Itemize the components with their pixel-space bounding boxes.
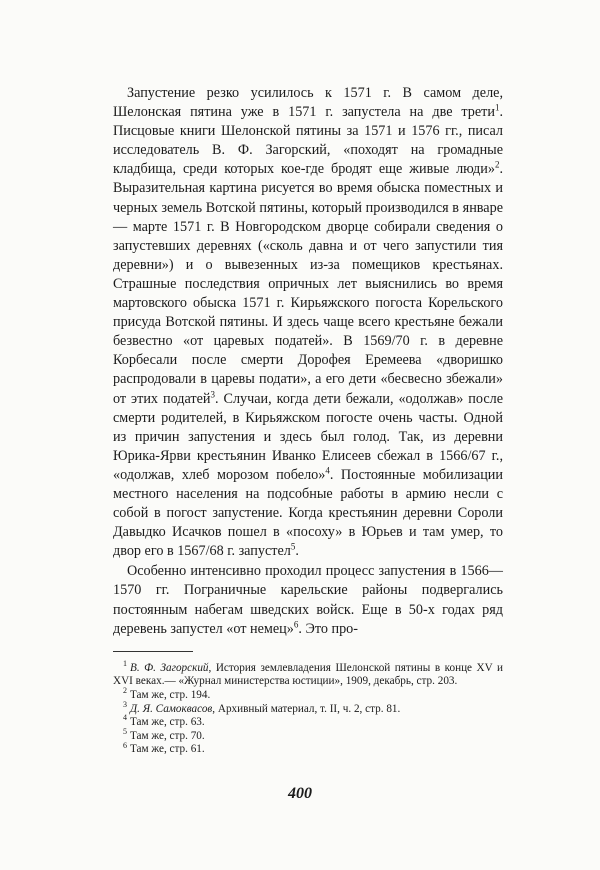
footnote-ref: 6 (293, 618, 299, 629)
text-run: . Постоянные мобилизации местного населения на подсобные работы в армию несли с собой в погост запустение. Когда крестьянин деревни Сороли Давыдко Исачков пошел в «посоху» в Юрьев и там умер, то двор его в 1567/68 г. запустел (113, 466, 503, 560)
page-number: 400 (288, 785, 312, 802)
footnote (113, 658, 503, 689)
book-page (113, 84, 503, 757)
footnote-ref: 2 (494, 159, 500, 170)
text-run: . Это про- (298, 620, 358, 637)
footnote (113, 726, 503, 744)
footnote-ref: 4 (325, 465, 330, 476)
text-run: . Писцовые книги Шелонской пятины за 1571 и 1576 гг., писал исследователь В. Ф. Загорский, «походят на громадные кладбища, среди которых кое-где бродят еще живые люди» (113, 104, 503, 178)
footnote-text: Там же, стр. 63. (130, 716, 205, 729)
footnote (113, 740, 503, 757)
text-run: Запустение резко усилилось к 1571 г. В самом деле, Шелонская пятина уже в 1571 г. запустела на две трети (113, 85, 503, 121)
footnote-number: 5 (123, 726, 127, 736)
footnote-number: 4 (123, 713, 127, 723)
body-text (113, 84, 503, 639)
footnote-author: Д. Я. Самоквасов (130, 702, 213, 715)
footnote-ref: 3 (210, 388, 215, 399)
footnote (113, 713, 503, 730)
text-run: . (295, 543, 299, 560)
footnote-number: 1 (123, 658, 127, 668)
footnotes (113, 658, 503, 757)
text-run: . Выразительная картина рисуется во время обыска поместных и черных земель Вотской пятины, который производился в январе — марте 1571 г. В Новгородском дворце собирали сведения о запустевших деревнях («сколь давна и от чего запустили тия деревни») и о вывезенных из-за помещиков крестьянах. Страшные последствия опричных лет выяснились во время мартовского обыска 1571 г. Кирьяжского погоста Корельского присуда Вотской пятины. И здесь чаще всего крестьяне бежали безвестно «от царевых податей». В 1569/70 г. в деревне Корбесали после смерти Дорофея Еремеева «дворишко распродовали в царевы подати», а его дети «бесвесно збежали» от этих податей (113, 161, 503, 407)
footnote-number: 2 (123, 686, 127, 696)
text-run: Особенно интенсивно проходил процесс запустения в 1566—1570 гг. Пограничные карельские районы подвергались постоянным набегам шведских войск. Еще в 50-х годах ряд деревень запустел «от немец» (113, 563, 503, 637)
footnote-text: , История землевладения Шелонской пятины в конце XV и XVI веках.— «Журнал министерства юстиции», 1909, декабрь, стр. 203. (113, 661, 503, 688)
footnote-text: Там же, стр. 194. (130, 688, 211, 701)
text-run: . Случаи, когда дети бежали, «одолжав» после смерти родителей, в Кирьяжском погосте очень часты. Одной из причин запустения и здесь был голод. Так, из деревни Юрика-Ярви крестьянин Иванко Елисеев сбежал в 1566/67 г., «одолжав, хлеб морозом побело» (113, 390, 503, 483)
paragraph (113, 562, 503, 638)
footnote-text: Там же, стр. 61. (130, 743, 205, 756)
footnote-author: В. Ф. Загорский (130, 661, 209, 674)
footnote-number: 3 (123, 699, 127, 709)
footnote-ref: 5 (290, 541, 296, 552)
footnote-divider (113, 651, 193, 652)
footnote-text: , Архивный материал, т. II, ч. 2, стр. 81. (212, 702, 401, 715)
paragraph (113, 84, 503, 561)
footnote (113, 699, 503, 717)
footnote (113, 686, 503, 703)
footnote-ref: 1 (494, 102, 500, 113)
footnote-number: 6 (123, 740, 127, 750)
footnote-text: Там же, стр. 70. (130, 729, 205, 742)
